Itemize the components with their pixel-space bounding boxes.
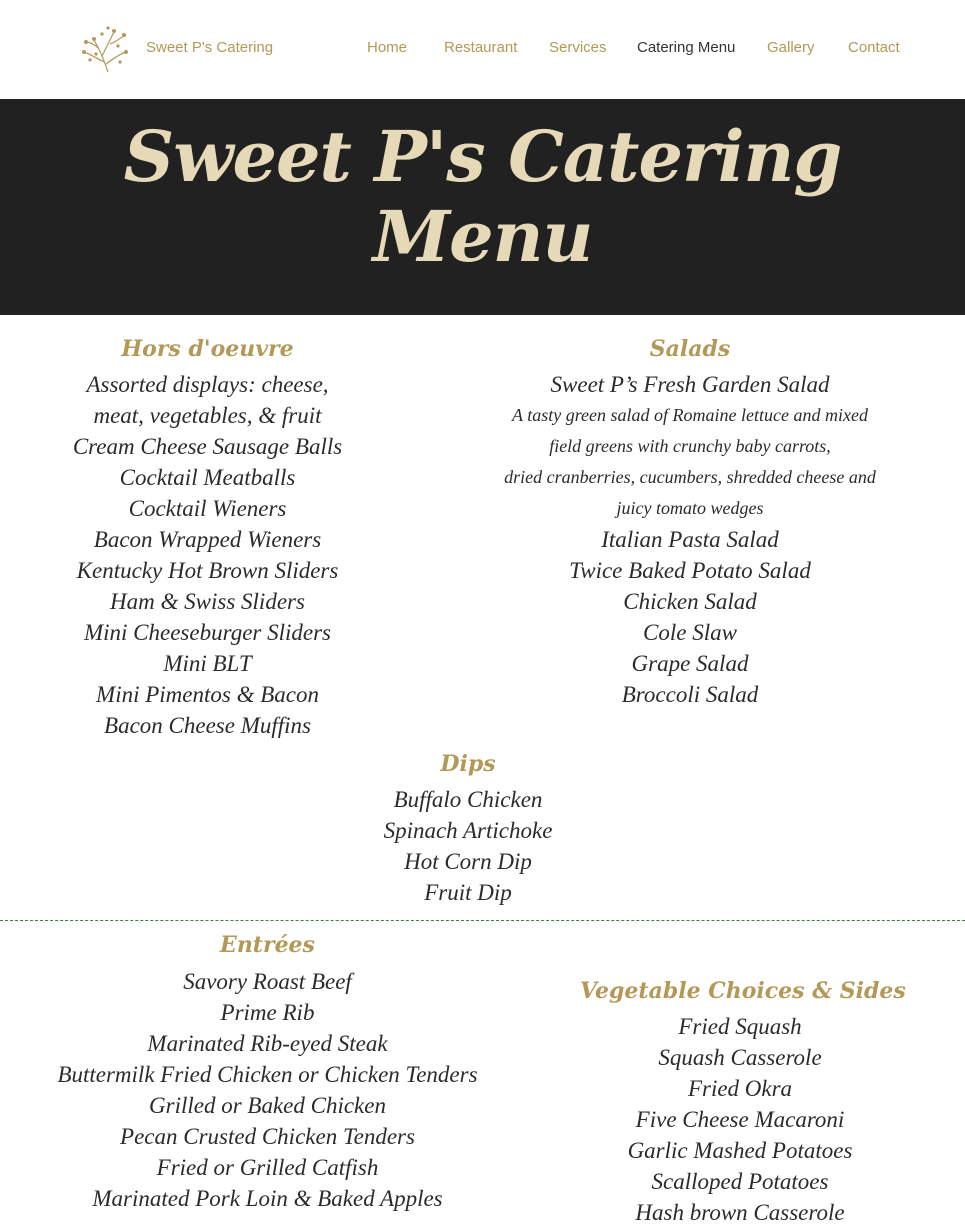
nav-gallery[interactable]: Gallery [767, 39, 815, 56]
list-item: Five Cheese Macaroni [635, 1107, 845, 1132]
list-item: Scalloped Potatoes [651, 1169, 829, 1194]
nav-contact[interactable]: Contact [848, 39, 900, 56]
list-item: Squash Casserole [658, 1045, 822, 1070]
vegetables-sides-list [580, 1011, 900, 1228]
list-item: Fried Okra [687, 1076, 793, 1101]
list-item: Mini Cheeseburger Sliders [83, 620, 331, 645]
page-title-line-2: Menu [372, 195, 593, 278]
list-item: Cole Slaw [643, 620, 737, 645]
page-title-line-1: Sweet P's Catering [123, 115, 842, 198]
list-item: Mini Pimentos & Bacon [96, 682, 319, 707]
vegetables-sides-heading: Vegetable Choices & Sides [580, 978, 906, 1004]
list-item: Sweet P’s Fresh Garden Salad [550, 372, 830, 397]
list-item: Kentucky Hot Brown Sliders [76, 558, 339, 583]
hors-doeuvre-list [60, 369, 355, 741]
salad-description-line: juicy tomato wedges [616, 498, 764, 518]
list-item: Cocktail Meatballs [119, 465, 296, 490]
hero-banner [0, 99, 965, 315]
list-item: Marinated Rib-eyed Steak [147, 1031, 388, 1056]
brand-name-link[interactable]: Sweet P's Catering [146, 39, 274, 56]
section-divider [0, 920, 965, 921]
list-item: Spinach Artichoke [383, 818, 553, 843]
list-item: Fried or Grilled Catfish [156, 1155, 379, 1180]
list-item: Cream Cheese Sausage Balls [72, 434, 343, 459]
list-item: Hot Corn Dip [404, 849, 532, 874]
list-item: Buffalo Chicken [393, 787, 543, 812]
list-item: Bacon Cheese Muffins [104, 713, 311, 738]
sprig-logo-icon[interactable] [80, 24, 130, 74]
list-item: Cocktail Wieners [128, 496, 287, 521]
list-item: Grilled or Baked Chicken [149, 1093, 386, 1118]
list-item: Garlic Mashed Potatoes [627, 1138, 853, 1163]
dips-list [330, 784, 606, 908]
nav-catering-menu[interactable]: Catering Menu [637, 39, 736, 56]
salads-list [480, 369, 900, 710]
list-item: Chicken Salad [623, 589, 757, 614]
list-item: Ham & Swiss Sliders [110, 589, 305, 614]
list-item: Mini BLT [163, 651, 252, 676]
list-item: Hash brown Casserole [635, 1200, 845, 1225]
entrees-list [40, 966, 495, 1214]
list-item: Bacon Wrapped Wieners [93, 527, 322, 552]
list-item: Pecan Crusted Chicken Tenders [120, 1124, 415, 1149]
list-item: Twice Baked Potato Salad [569, 558, 811, 583]
list-item: Prime Rib [220, 1000, 315, 1025]
list-item: Assorted displays: cheese, meat, vegetables, & fruit [86, 372, 329, 428]
list-item: Savory Roast Beef [183, 969, 352, 994]
entrees-heading: Entrées [220, 932, 315, 958]
list-item: Fruit Dip [424, 880, 512, 905]
list-item: Broccoli Salad [621, 682, 759, 707]
nav-restaurant[interactable]: Restaurant [444, 39, 518, 56]
list-item: Italian Pasta Salad [601, 527, 779, 552]
list-item: Marinated Pork Loin & Baked Apples [92, 1186, 443, 1211]
site-header [0, 0, 965, 99]
page-title [0, 117, 965, 277]
dips-heading: Dips [440, 751, 496, 777]
hors-doeuvre-heading: Hors d'oeuvre [121, 336, 294, 362]
salads-heading: Salads [649, 336, 731, 362]
nav-home[interactable]: Home [367, 39, 408, 56]
list-item: Fried Squash [678, 1014, 802, 1039]
nav-services[interactable]: Services [549, 39, 607, 56]
salad-description-line: A tasty green salad of Romaine lettuce and mixed [512, 405, 868, 425]
list-item: Grape Salad [631, 651, 749, 676]
salad-description-line: dried cranberries, cucumbers, shredded cheese and [504, 467, 876, 487]
salad-description-line: field greens with crunchy baby carrots, [549, 436, 831, 456]
list-item: Buttermilk Fried Chicken or Chicken Tenders [57, 1062, 478, 1087]
